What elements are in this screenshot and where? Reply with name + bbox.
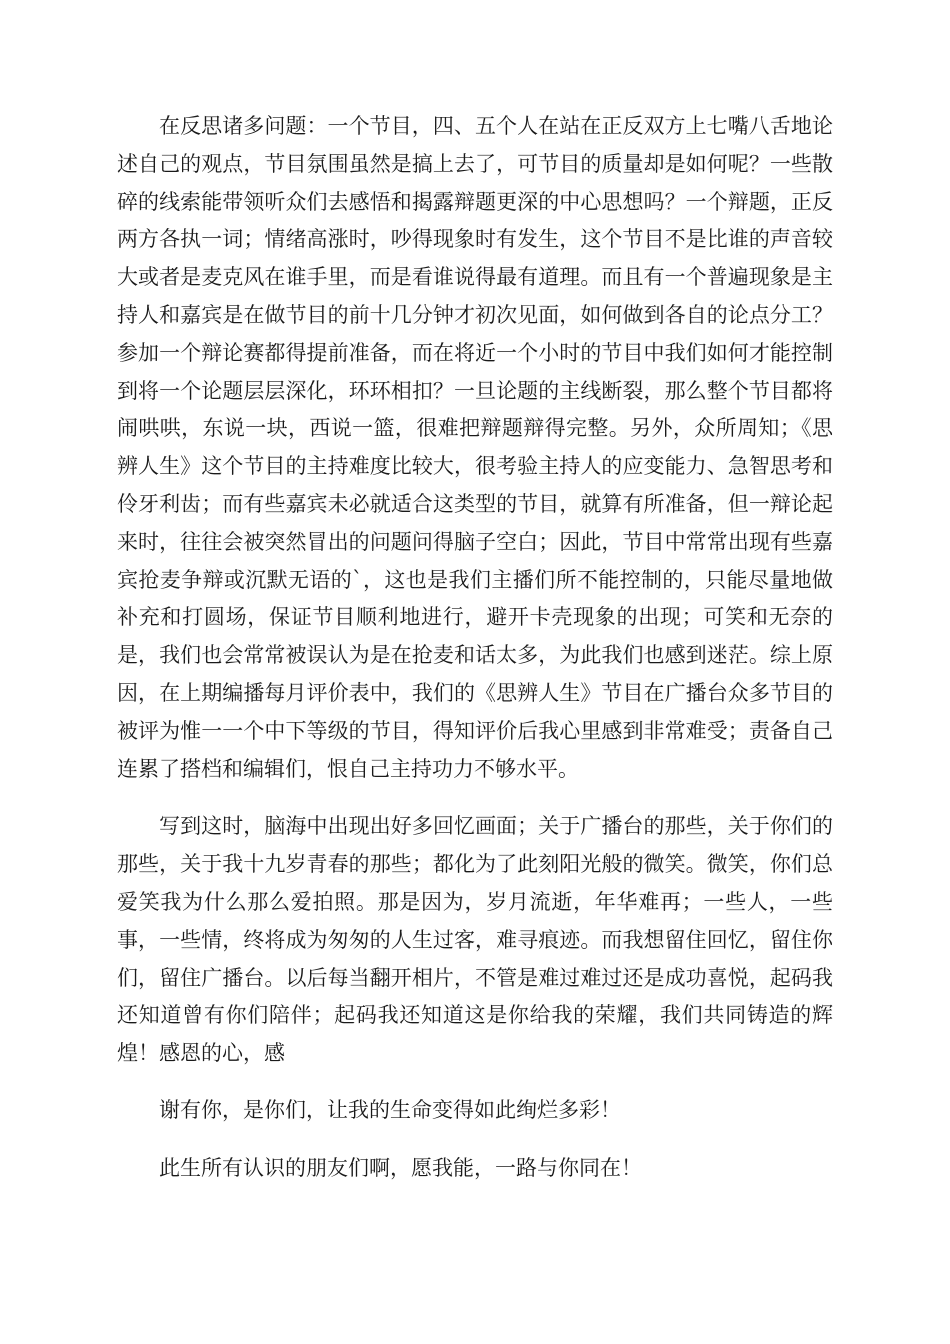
paragraph-closing: 此生所有认识的朋友们啊，愿我能，一路与你同在！ — [159, 1155, 642, 1180]
paragraph-memories: 写到这时，脑海中出现出好多回忆画面；关于广播台的那些，关于你们的那些，关于我十九岁青春的那些；都化为了此刻阳光般的微笑。微笑，你们总爱笑我为什么那么爱拍照。那是因为，岁月流逝，年华难再；一些人，一些事，一些情，终将成为匆匆的人生过客，难寻痕迹。而我想留住回忆，留住你们，留住广播台。以后每当翻开相片，不管是难过难过还是成功喜悦，起码我还知道曾有你们陪伴；起码我还知道这是你给我的荣耀，我们共同铸造的辉煌！感恩的心，感 — [117, 814, 833, 1066]
paragraph-reflection: 在反思诸多问题：一个节目，四、五个人在站在正反双方上七嘴八舌地论述自己的观点，节目氛围虽然是搞上去了，可节目的质量却是如何呢？一些散碎的线索能带领听众们去感悟和揭露辩题更深的中心思想吗？一个辩题，正反两方各执一词；情绪高涨时，吵得现象时有发生，这个节目不是比谁的声音较大或者是麦克风在谁手里，而是看谁说得最有道理。而且有一个普遍现象是主持人和嘉宾是在做节目的前十几分钟才初次见面，如何做到各自的论点分工？参加一个辩论赛都得提前准备，而在将近一个小时的节目中我们如何才能控制到将一个论题层层深化，环环相扣？一旦论题的主线断裂，那么整个节目都将闹哄哄，东说一块，西说一篮，很难把辩题辩得完整。另外，众所周知；《思辨人生》这个节目的主持难度比较大，很考验主持人的应变能力、急智思考和伶牙利齿；而有些嘉宾未必就适合这类型的节目，就算有所准备，但一辩论起来时，往往会被突然冒出的问题问得脑子空白；因此，节目中常常出现有些嘉宾抢麦争辩或沉默无语的`，这也是我们主播们所不能控制的，只能尽量地做补充和打圆场，保证节目顺利地进行，避开卡壳现象的出现；可笑和无奈的是，我们也会常常被误认为是在抢麦和话太多，为此我们也感到迷茫。综上原因，在上期编播每月评价表中，我们的《思辨人生》节目在广播台众多节目的被评为惟一一个中下等级的节目，得知评价后我心里感到非常难受；责备自己连累了搭档和编辑们，恨自己主持功力不够水平。 — [117, 114, 833, 781]
paragraph-thanks: 谢有你，是你们，让我的生命变得如此绚烂多彩！ — [159, 1097, 621, 1122]
document-body — [117, 108, 833, 1188]
